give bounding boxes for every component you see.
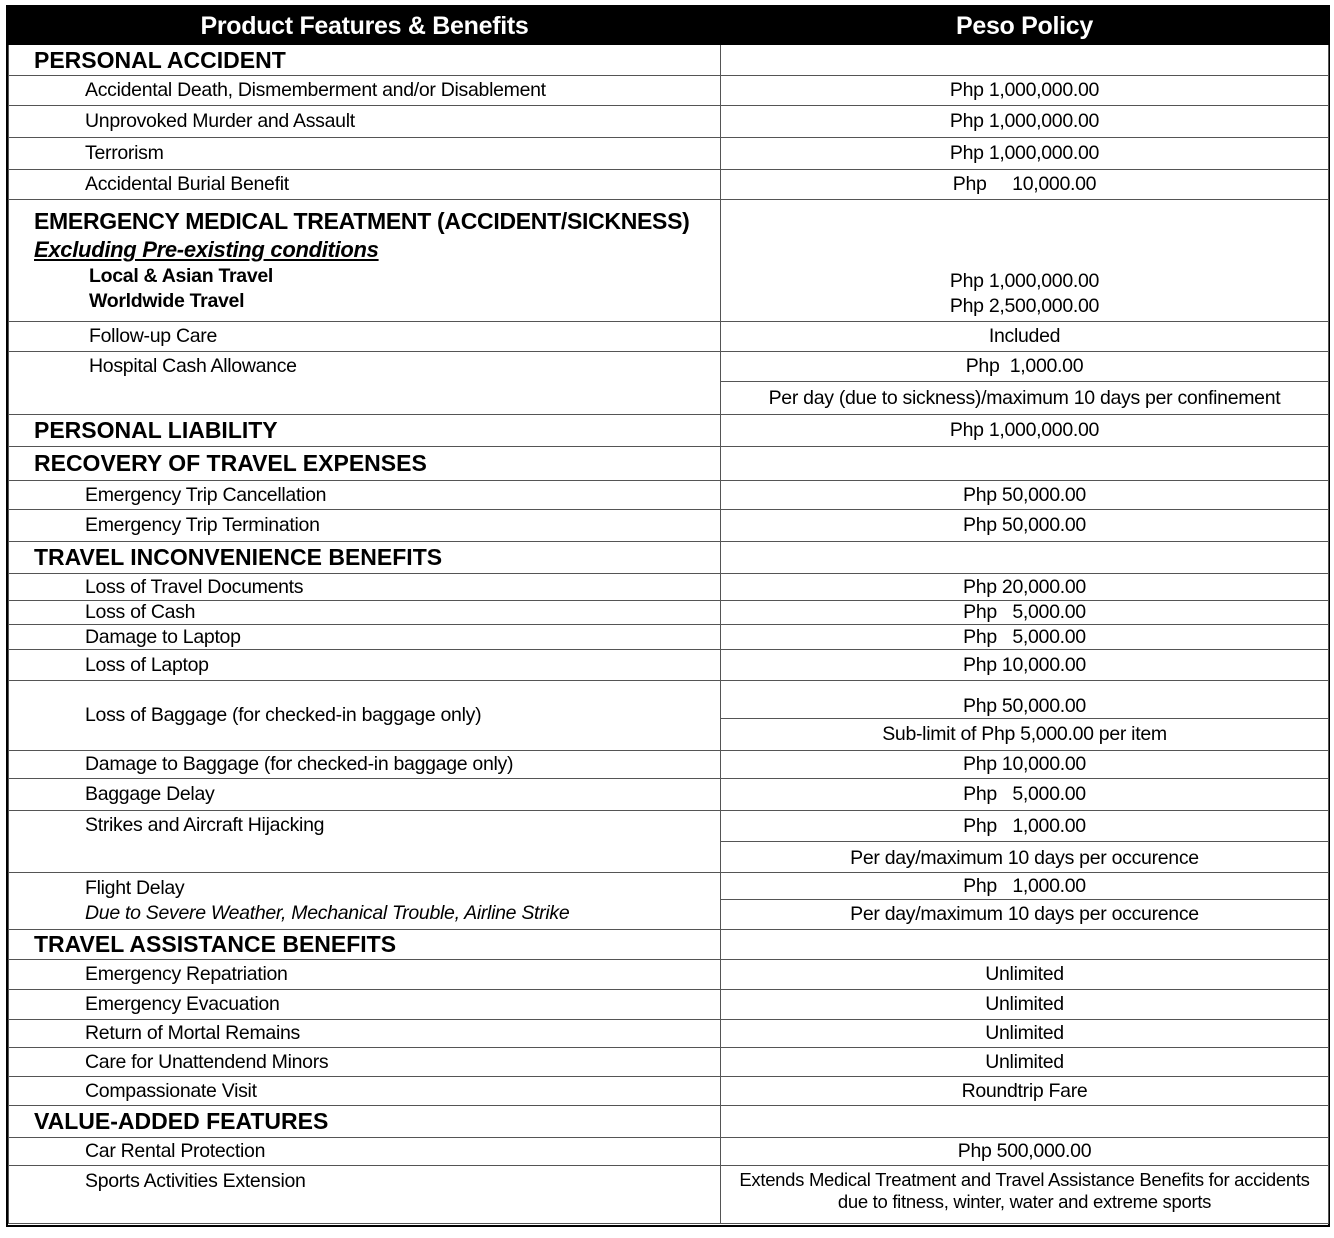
cell-value: Per day (due to sickness)/maximum 10 days per confinement <box>721 382 1329 415</box>
cell-label: Hospital Cash Allowance <box>9 352 721 415</box>
flight-delay-label: Flight Delay <box>85 877 185 899</box>
cell-label: Loss of Baggage (for checked-in baggage only) <box>9 681 721 751</box>
table-row <box>9 170 1329 200</box>
cell-label: Accidental Death, Dismemberment and/or Disablement <box>9 76 721 106</box>
table-row <box>9 1166 1329 1224</box>
section-travel-inconvenience: TRAVEL INCONVENIENCE BENEFITS <box>9 542 721 574</box>
cell-value: Per day/maximum 10 days per occurence <box>721 842 1329 873</box>
worldwide-travel-value: Php 2,500,000.00 <box>949 295 1100 317</box>
section-value-added: VALUE-ADDED FEATURES <box>9 1106 721 1138</box>
cell-label: Emergency Repatriation <box>9 960 721 990</box>
table-row <box>9 1020 1329 1048</box>
cell-value: Unlimited <box>721 960 1329 990</box>
cell-value: Php 5,000.00 <box>721 601 1329 625</box>
table-row <box>9 960 1329 990</box>
cell-label: Strikes and Aircraft Hijacking <box>9 811 721 873</box>
table-row <box>9 811 1329 842</box>
cell-label: Damage to Laptop <box>9 625 721 650</box>
table-row <box>9 990 1329 1020</box>
section-row <box>9 200 1329 322</box>
cell-value: Php 10,000.00 <box>721 170 1329 200</box>
sports-extension-line-2: due to fitness, winter, water and extreme sports <box>837 1191 1212 1212</box>
table-row <box>9 681 1329 719</box>
table-row <box>9 481 1329 510</box>
cell-label: Emergency Trip Cancellation <box>9 481 721 510</box>
table-row <box>9 1048 1329 1077</box>
cell-value: Php 50,000.00 <box>721 481 1329 510</box>
cell-label: Emergency Evacuation <box>9 990 721 1020</box>
section-row <box>9 930 1329 960</box>
table-row <box>9 76 1329 106</box>
table-header <box>9 8 1329 45</box>
table-row <box>9 1138 1329 1166</box>
table-row <box>9 574 1329 601</box>
cell-label: Loss of Cash <box>9 601 721 625</box>
cell-value: Php 5,000.00 <box>721 779 1329 811</box>
cell-label: Terrorism <box>9 138 721 170</box>
flight-delay-conditions: Due to Severe Weather, Mechanical Trouble, Airline Strike <box>85 902 570 924</box>
cell-value: Php 50,000.00 <box>721 510 1329 542</box>
section-recovery: RECOVERY OF TRAVEL EXPENSES <box>9 447 721 481</box>
cell-label: Loss of Laptop <box>9 650 721 681</box>
table-row <box>9 650 1329 681</box>
table-row <box>9 873 1329 900</box>
table-row <box>9 625 1329 650</box>
cell-label: Baggage Delay <box>9 779 721 811</box>
header-features: Product Features & Benefits <box>9 8 721 45</box>
sports-extension-line-1: Extends Medical Treatment and Travel Assistance Benefits for accidents <box>739 1169 1310 1190</box>
table-row <box>9 322 1329 352</box>
benefits-table <box>8 7 1329 1224</box>
cell-label: Unprovoked Murder and Assault <box>9 106 721 138</box>
cell-label: Care for Unattendend Minors <box>9 1048 721 1077</box>
cell-label: Return of Mortal Remains <box>9 1020 721 1048</box>
table-row <box>9 601 1329 625</box>
cell-label: Car Rental Protection <box>9 1138 721 1166</box>
header-peso-policy: Peso Policy <box>721 8 1329 45</box>
cell-value: Php 1,000.00 <box>721 873 1329 900</box>
cell-label: Loss of Travel Documents <box>9 574 721 601</box>
section-personal-liability: PERSONAL LIABILITY <box>9 415 721 447</box>
section-row <box>9 45 1329 76</box>
table-row <box>9 510 1329 542</box>
worldwide-travel-label: Worldwide Travel <box>89 290 245 312</box>
cell-value: Php 1,000,000.00 <box>721 76 1329 106</box>
cell-value: Php 1,000.00 <box>721 811 1329 842</box>
section-personal-accident: PERSONAL ACCIDENT <box>9 45 721 76</box>
cell-value: Sub-limit of Php 5,000.00 per item <box>721 719 1329 751</box>
cell-value: Unlimited <box>721 990 1329 1020</box>
table-row <box>9 751 1329 779</box>
cell-label: Damage to Baggage (for checked-in baggage only) <box>9 751 721 779</box>
cell-value: Php 1,000,000.00 <box>721 415 1329 447</box>
table-row <box>9 106 1329 138</box>
cell-value: Php 500,000.00 <box>721 1138 1329 1166</box>
cell-label: Accidental Burial Benefit <box>9 170 721 200</box>
cell-value: Php 20,000.00 <box>721 574 1329 601</box>
cell-value: Php 5,000.00 <box>721 625 1329 650</box>
cell-value: Php 1,000,000.00 <box>721 138 1329 170</box>
medical-exclusion-note: Excluding Pre-existing conditions <box>34 237 379 262</box>
section-row <box>9 447 1329 481</box>
table-row <box>9 1077 1329 1106</box>
cell-value: Unlimited <box>721 1020 1329 1048</box>
cell-value: Per day/maximum 10 days per occurence <box>721 900 1329 930</box>
cell-value: Php 1,000,000.00 <box>721 106 1329 138</box>
benefits-table-frame <box>6 5 1330 1227</box>
cell-label: Emergency Trip Termination <box>9 510 721 542</box>
cell-value: Php 10,000.00 <box>721 650 1329 681</box>
table-row <box>9 779 1329 811</box>
section-row <box>9 415 1329 447</box>
cell-value: Php 50,000.00 <box>721 681 1329 719</box>
cell-label: Compassionate Visit <box>9 1077 721 1106</box>
cell-value: Roundtrip Fare <box>721 1077 1329 1106</box>
table-row <box>9 138 1329 170</box>
local-asian-travel-value: Php 1,000,000.00 <box>949 270 1100 292</box>
local-asian-travel-label: Local & Asian Travel <box>89 265 274 287</box>
table-row <box>9 352 1329 382</box>
section-row <box>9 1106 1329 1138</box>
section-medical: EMERGENCY MEDICAL TREATMENT (ACCIDENT/SICKNESS) <box>34 208 690 234</box>
cell-value: Included <box>721 322 1329 352</box>
cell-label: Follow-up Care <box>9 322 721 352</box>
section-row <box>9 542 1329 574</box>
cell-value: Php 1,000.00 <box>721 352 1329 382</box>
cell-value: Php 10,000.00 <box>721 751 1329 779</box>
cell-label: Sports Activities Extension <box>9 1166 721 1224</box>
section-travel-assistance: TRAVEL ASSISTANCE BENEFITS <box>9 930 721 960</box>
cell-value: Unlimited <box>721 1048 1329 1077</box>
